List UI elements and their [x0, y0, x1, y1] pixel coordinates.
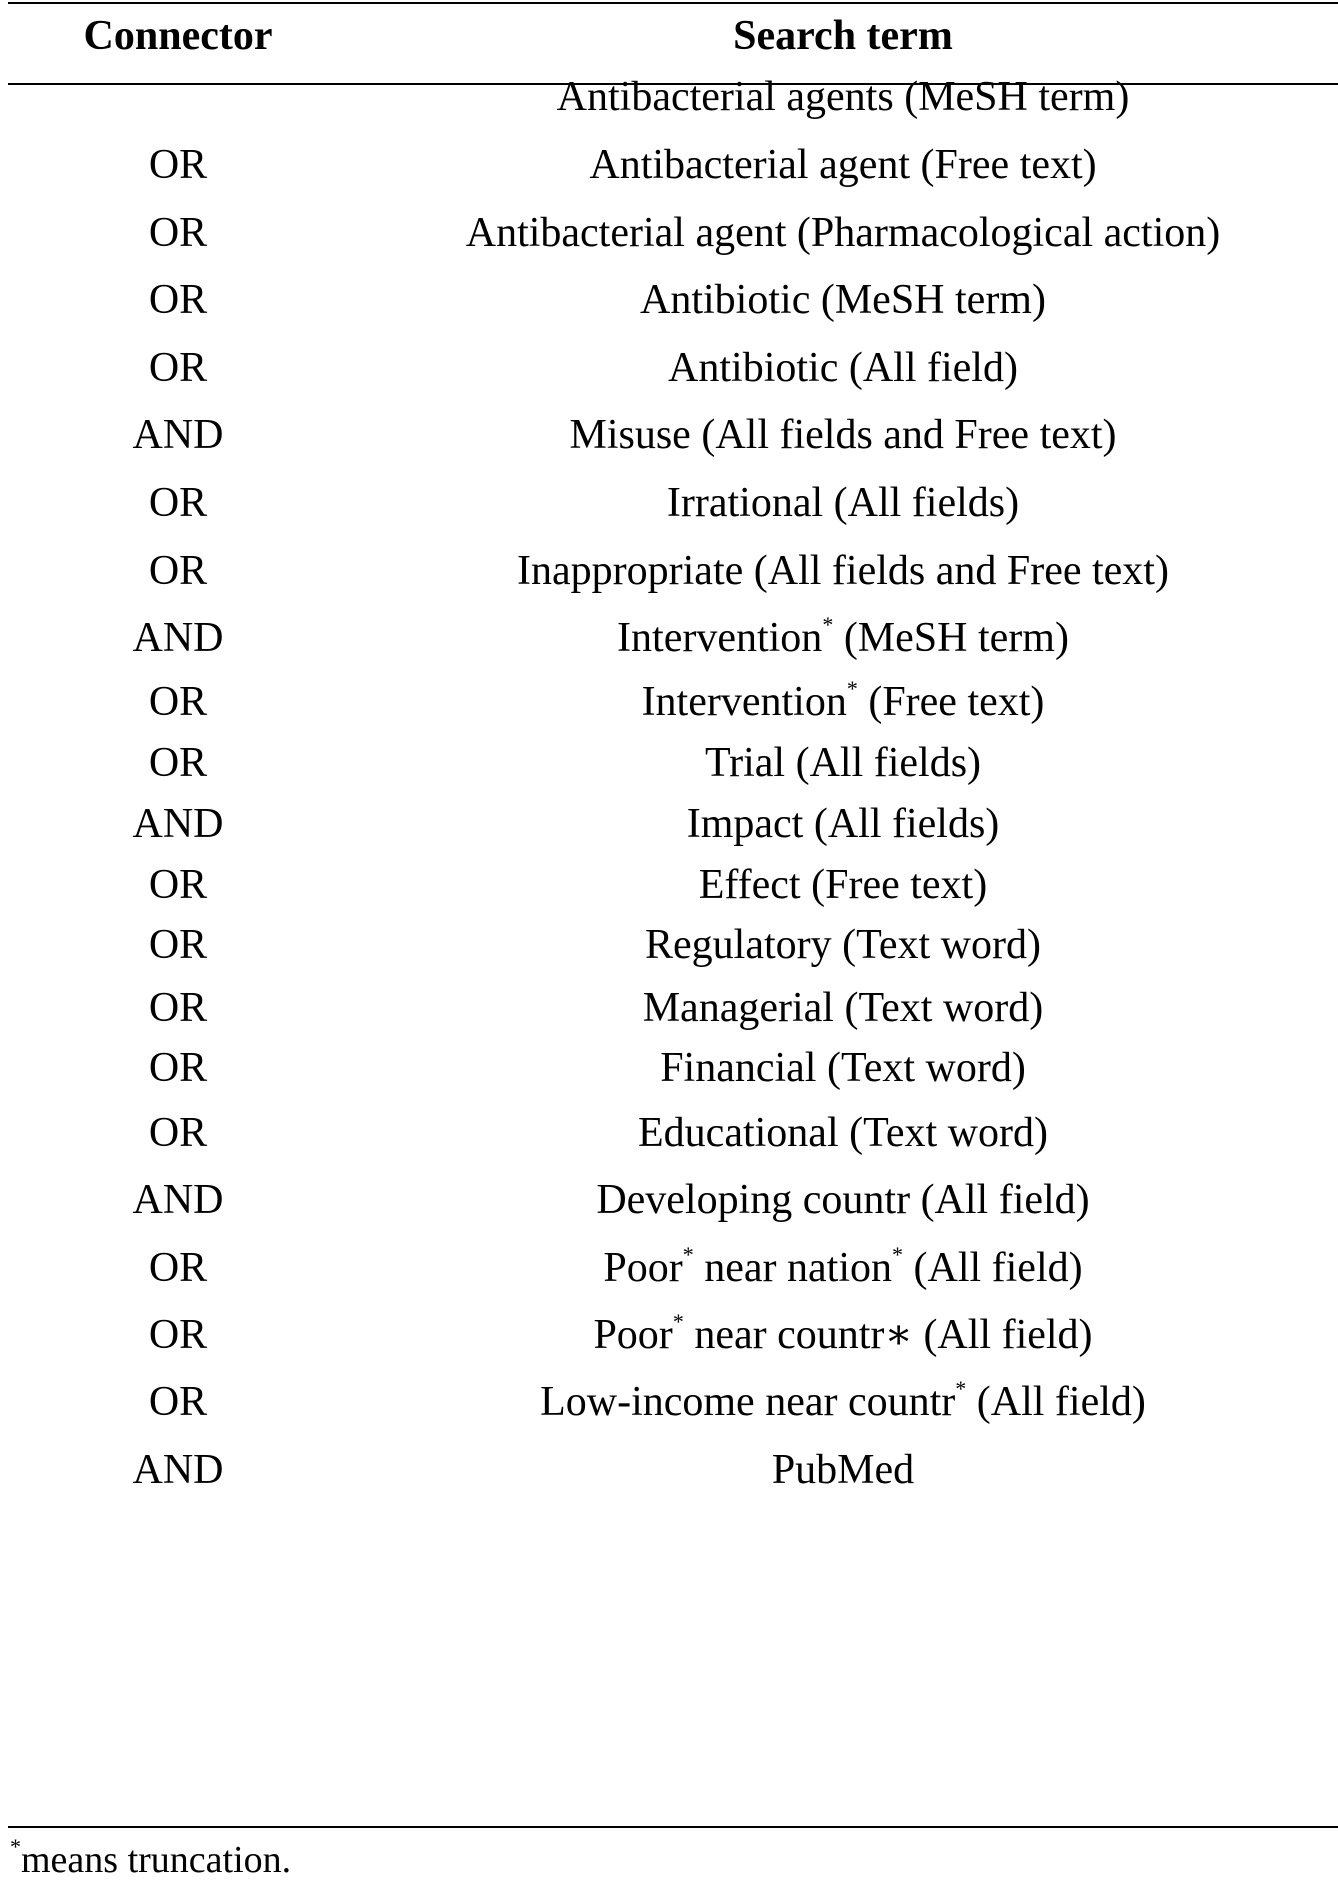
search-term-text: Trial	[704, 740, 786, 786]
search-term-text: Irrational	[666, 480, 824, 526]
search-term-text: Impact	[686, 801, 804, 847]
search-term-cell	[348, 72, 1338, 122]
search-term-text: Antibiotic	[668, 345, 839, 391]
connector-cell: OR	[148, 862, 208, 908]
connector-cell: AND	[132, 801, 224, 847]
search-term-cell	[348, 920, 1338, 970]
search-term-text: Poor	[603, 1245, 683, 1291]
search-term-cell	[348, 1175, 1338, 1225]
table-top-rule	[8, 2, 1338, 4]
search-term-cell	[348, 1377, 1338, 1427]
header-search-term: Search term	[733, 13, 953, 59]
search-term-text-continued: near countr∗	[683, 1312, 913, 1358]
connector-cell: AND	[132, 1447, 224, 1493]
search-term-text: Low-income near countr	[540, 1379, 956, 1425]
search-term-cell	[348, 478, 1338, 528]
search-field-qualifier: (Free text)	[910, 142, 1097, 188]
connector-cell: AND	[132, 1177, 224, 1223]
search-term-text-continued: near nation	[693, 1245, 892, 1291]
table-footnote	[10, 1834, 292, 1882]
truncation-mark: *	[672, 1309, 684, 1334]
search-term-cell	[348, 1310, 1338, 1360]
search-term-cell	[348, 140, 1338, 190]
search-term-cell	[348, 860, 1338, 910]
search-term-cell	[348, 677, 1338, 727]
search-field-qualifier: (Text word)	[816, 1045, 1026, 1091]
truncation-mark: *	[682, 1242, 694, 1267]
truncation-mark: *	[892, 1242, 903, 1267]
search-term-cell	[348, 275, 1338, 325]
search-term-cell	[348, 208, 1338, 258]
search-term-text: Antibacterial agent	[465, 210, 787, 256]
connector-cell: OR	[148, 1045, 208, 1091]
search-field-qualifier: (Free text)	[857, 679, 1045, 725]
connector-cell: OR	[148, 985, 208, 1031]
search-term-text: Poor	[593, 1312, 673, 1358]
search-term-text: Antibiotic	[640, 277, 811, 323]
search-field-qualifier: (MeSH term)	[833, 615, 1069, 661]
connector-cell: OR	[148, 740, 208, 786]
search-field-qualifier: (All fields and Free text)	[743, 548, 1169, 594]
truncation-mark: *	[846, 676, 858, 701]
search-term-text: Managerial	[642, 985, 834, 1031]
search-field-qualifier: (All field)	[903, 1245, 1083, 1291]
connector-cell: OR	[148, 142, 208, 188]
search-term-text: PubMed	[771, 1447, 915, 1493]
search-term-text: Antibacterial agents	[556, 74, 894, 120]
search-field-qualifier: (Text word)	[838, 1110, 1048, 1156]
search-field-qualifier: (All fields)	[823, 480, 1020, 526]
truncation-mark: *	[822, 612, 834, 637]
connector-cell: AND	[132, 615, 224, 661]
search-term-cell	[348, 546, 1338, 596]
connector-cell: OR	[148, 679, 208, 725]
search-term-text: Educational	[638, 1110, 839, 1156]
connector-cell: OR	[148, 1379, 208, 1425]
connector-cell: OR	[148, 345, 208, 391]
connector-cell: OR	[148, 277, 208, 323]
connector-cell: AND	[132, 412, 224, 458]
search-field-qualifier: (All fields and Free text)	[690, 412, 1117, 458]
search-term-text: Effect	[698, 862, 801, 908]
search-field-qualifier: (Free text)	[800, 862, 988, 908]
table-bottom-rule	[8, 1826, 1338, 1828]
search-field-qualifier: (MeSH term)	[810, 277, 1046, 323]
search-term-text: Misuse	[569, 412, 691, 458]
search-term-cell	[348, 799, 1338, 849]
connector-cell: OR	[148, 1110, 208, 1156]
search-term-text: Developing countr	[596, 1177, 911, 1223]
search-term-text: Financial	[660, 1045, 817, 1091]
connector-cell: OR	[148, 210, 208, 256]
search-term-cell	[348, 1108, 1338, 1158]
search-term-text: Inappropriate	[517, 548, 744, 594]
search-field-qualifier: (Text word)	[833, 985, 1044, 1031]
connector-cell: OR	[148, 548, 208, 594]
search-field-qualifier: (All field)	[910, 1177, 1090, 1223]
search-term-cell	[348, 1243, 1338, 1293]
search-term-cell	[348, 410, 1338, 460]
connector-cell: OR	[148, 1245, 208, 1291]
search-field-qualifier: (Pharmacological action)	[786, 210, 1221, 256]
connector-cell: OR	[148, 480, 208, 526]
search-term-cell	[348, 1445, 1338, 1495]
search-field-qualifier: (MeSH term)	[893, 74, 1130, 120]
footnote-mark: *	[10, 1834, 21, 1860]
search-field-qualifier: (All field)	[966, 1379, 1146, 1425]
search-field-qualifier: (All fields)	[785, 740, 982, 786]
search-term-cell	[348, 983, 1338, 1033]
search-term-text: Antibacterial agent	[589, 142, 911, 188]
search-term-text: Regulatory	[645, 922, 832, 968]
search-field-qualifier: (Text word)	[831, 922, 1041, 968]
search-term-text: Intervention	[641, 679, 847, 725]
connector-cell: OR	[148, 922, 208, 968]
connector-cell: OR	[148, 1312, 208, 1358]
header-connector: Connector	[83, 13, 273, 59]
search-term-cell	[348, 343, 1338, 393]
search-field-qualifier: (All field)	[838, 345, 1018, 391]
footnote-text: means truncation.	[21, 1839, 292, 1881]
search-term-cell	[348, 613, 1338, 663]
truncation-mark: *	[955, 1376, 967, 1401]
search-term-text: Intervention	[617, 615, 823, 661]
search-field-qualifier: (All fields)	[803, 801, 1000, 847]
search-field-qualifier: (All field)	[912, 1312, 1093, 1358]
search-term-cell	[348, 738, 1338, 788]
search-term-cell	[348, 1043, 1338, 1093]
